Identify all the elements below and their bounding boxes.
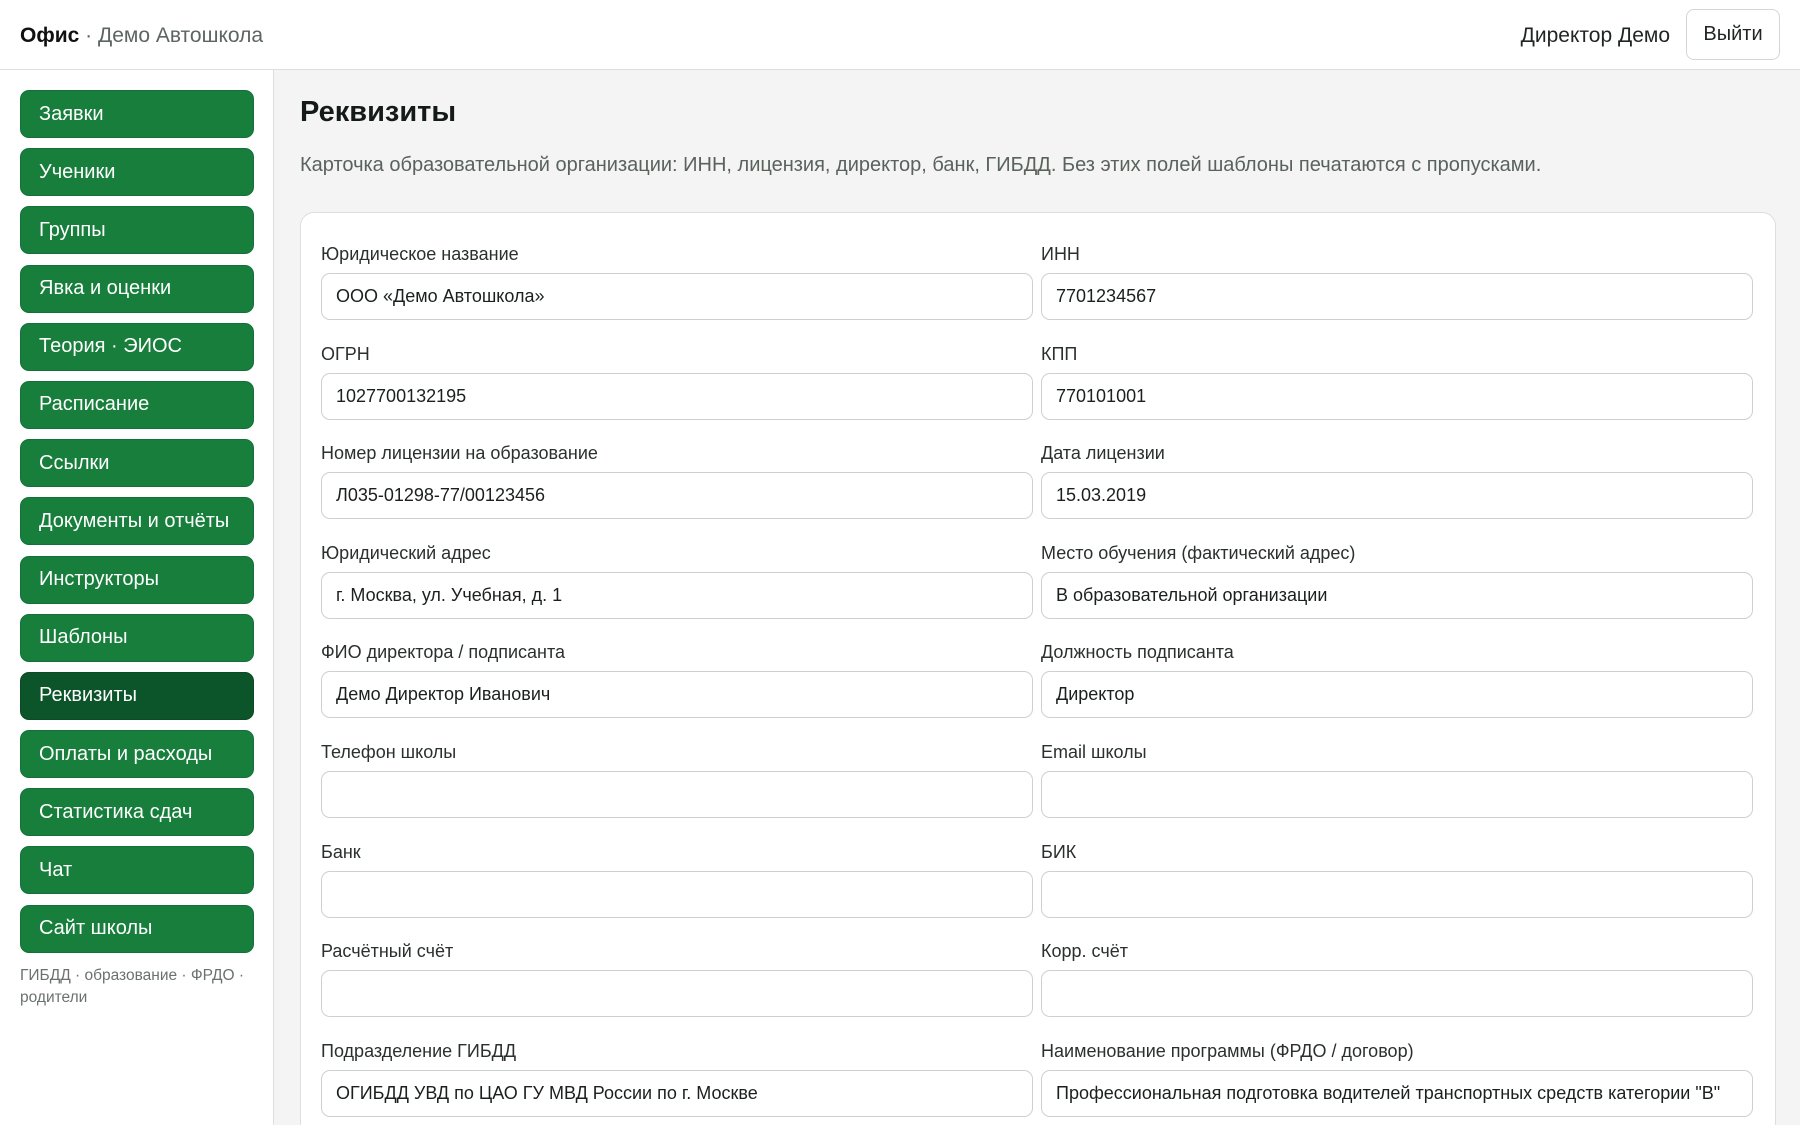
field-inn (1041, 243, 1753, 320)
field-label: БИК (1041, 841, 1077, 862)
field-director-name (321, 641, 1033, 718)
sidebar-item-groups[interactable]: Группы (20, 206, 254, 254)
sidebar-item-students[interactable]: Ученики (20, 148, 254, 196)
sidebar-item-templates[interactable]: Шаблоны (20, 614, 254, 662)
training-location-input[interactable]: В образовательной организации (1041, 572, 1753, 619)
sidebar-item-chat[interactable]: Чат (20, 846, 254, 894)
sidebar-item-theory[interactable]: Теория · ЭИОС (20, 323, 254, 371)
field-label: Номер лицензии на образование (321, 443, 598, 464)
field-email (1041, 741, 1753, 818)
field-legal-address (321, 542, 1033, 619)
license-date-input[interactable]: 15.03.2019 (1041, 472, 1753, 519)
field-label: Дата лицензии (1041, 443, 1165, 464)
requisites-card (300, 212, 1776, 1125)
sidebar-item-website[interactable]: Сайт школы (20, 905, 254, 953)
logout-button[interactable]: Выйти (1686, 9, 1780, 60)
field-license-number (321, 442, 1033, 519)
corr-account-input[interactable] (1041, 970, 1753, 1017)
top-bar (0, 0, 1800, 70)
sidebar-footer: ГИБДД · образование · ФРДО · родители (20, 967, 244, 1006)
program-name-input[interactable]: Профессиональная подготовка водителей транспортных средств категории "B" (1041, 1070, 1753, 1117)
field-label: ИНН (1041, 244, 1080, 264)
ogrn-input[interactable]: 1027700132195 (321, 373, 1033, 420)
field-bik (1041, 841, 1753, 918)
legal-address-input[interactable]: г. Москва, ул. Учебная, д. 1 (321, 572, 1033, 619)
field-label: Банк (321, 841, 361, 862)
app-name: Офис (20, 24, 80, 47)
field-label: ОГРН (321, 343, 370, 364)
phone-input[interactable] (321, 771, 1033, 818)
field-label: Подразделение ГИБДД (321, 1040, 517, 1061)
field-legal-name (321, 243, 1033, 320)
field-gibdd-unit (321, 1040, 1033, 1117)
field-label: Наименование программы (ФРДО / договор) (1041, 1040, 1414, 1061)
sidebar-item-documents[interactable]: Документы и отчёты (20, 497, 254, 545)
field-label: Расчётный счёт (321, 941, 454, 962)
field-training-location (1041, 542, 1753, 619)
field-label: ФИО директора / подписанта (321, 642, 566, 663)
field-signer-position (1041, 641, 1753, 718)
legal-name-input[interactable]: ООО «Демо Автошкола» (321, 273, 1033, 320)
inn-input[interactable]: 7701234567 (1041, 273, 1753, 320)
current-user: Директор Демо (1520, 24, 1670, 47)
sidebar-item-instructors[interactable]: Инструкторы (20, 556, 254, 604)
sidebar-item-applications[interactable]: Заявки (20, 90, 254, 138)
page-description: Карточка образовательной организации: ИНН, лицензия, директор, банк, ГИБДД. Без этих полей шаблоны печатаются с пропусками. (300, 154, 1542, 176)
field-label: Должность подписанта (1041, 642, 1234, 663)
field-corr-account (1041, 940, 1753, 1017)
field-bank (321, 841, 1033, 918)
gibdd-unit-input[interactable]: ОГИБДД УВД по ЦАО ГУ МВД России по г. Москве (321, 1070, 1033, 1117)
sidebar (0, 70, 274, 1125)
field-label: Место обучения (фактический адрес) (1041, 542, 1356, 563)
field-account (321, 940, 1033, 1017)
field-ogrn (321, 343, 1033, 420)
bik-input[interactable] (1041, 871, 1753, 918)
sidebar-item-statistics[interactable]: Статистика сдач (20, 788, 254, 836)
license-number-input[interactable]: Л035-01298-77/00123456 (321, 472, 1033, 519)
kpp-input[interactable]: 770101001 (1041, 373, 1753, 420)
school-name: Демо Автошкола (97, 24, 264, 47)
account-input[interactable] (321, 970, 1033, 1017)
field-label: КПП (1041, 343, 1078, 364)
signer-position-input[interactable]: Директор (1041, 671, 1753, 718)
sidebar-item-links[interactable]: Ссылки (20, 439, 254, 487)
brand (20, 23, 263, 49)
page-title: Реквизиты (300, 96, 457, 128)
sidebar-item-attendance[interactable]: Явка и оценки (20, 265, 254, 313)
field-phone (321, 741, 1033, 818)
sidebar-item-payments[interactable]: Оплаты и расходы (20, 730, 254, 778)
field-label: Корр. счёт (1041, 941, 1128, 962)
field-program-name (1041, 1040, 1753, 1117)
field-label: Телефон школы (321, 742, 457, 762)
field-label: Email школы (1041, 742, 1147, 762)
director-name-input[interactable]: Демо Директор Иванович (321, 671, 1033, 718)
field-label: Юридическое название (321, 244, 519, 264)
field-label: Юридический адрес (321, 542, 491, 563)
brand-separator: · (79, 24, 98, 47)
sidebar-item-schedule[interactable]: Расписание (20, 381, 254, 429)
field-kpp (1041, 343, 1753, 420)
sidebar-item-requisites[interactable]: Реквизиты (20, 672, 254, 720)
bank-input[interactable] (321, 871, 1033, 918)
email-input[interactable] (1041, 771, 1753, 818)
sidebar-nav (20, 90, 254, 963)
field-license-date (1041, 442, 1753, 519)
